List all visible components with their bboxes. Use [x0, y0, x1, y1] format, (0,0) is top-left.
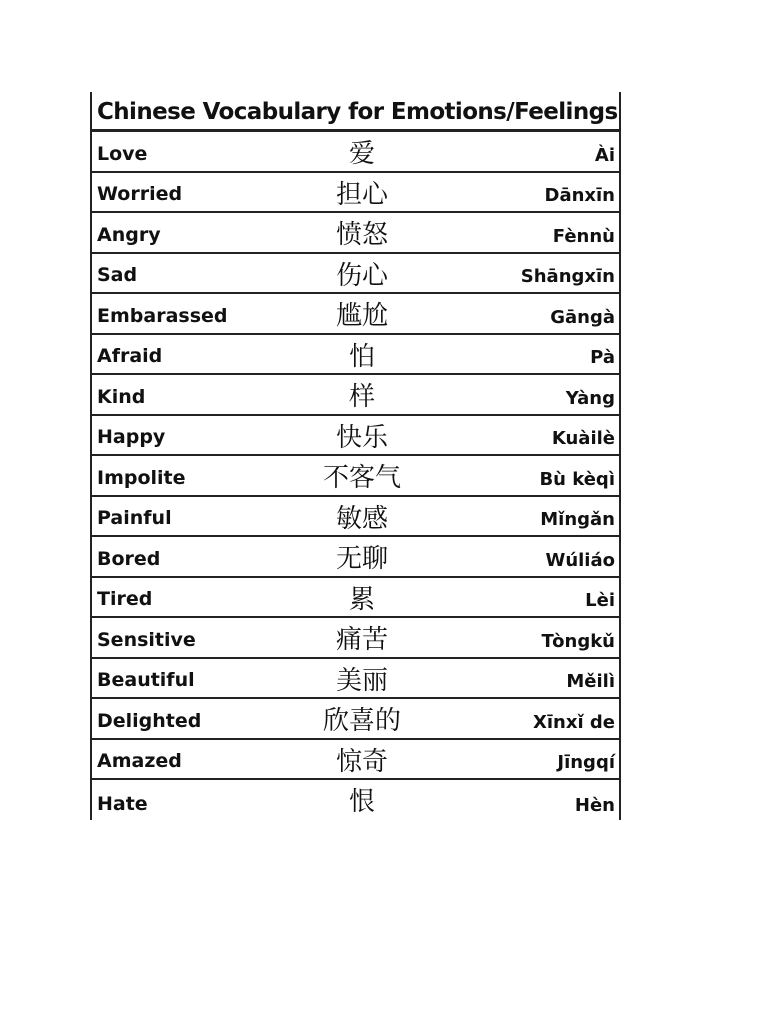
english-word: Sensitive — [97, 628, 196, 651]
chinese-word: 无聊 — [335, 544, 389, 574]
pinyin: Wúliáo — [545, 549, 615, 571]
english-word: Afraid — [97, 345, 163, 367]
english-word: Kind — [97, 385, 146, 408]
pinyin: Lèi — [585, 590, 615, 611]
english-word: Tired — [97, 588, 153, 610]
english-word: Embarassed — [97, 304, 228, 327]
table-row — [92, 618, 619, 659]
chinese-word: 不客气 — [322, 463, 402, 493]
pinyin: Dānxīn — [544, 185, 615, 206]
pinyin: Yàng — [565, 387, 615, 409]
table-row — [92, 254, 619, 295]
pinyin: Ài — [594, 144, 615, 166]
chinese-word: 痛苦 — [335, 625, 389, 655]
table-row — [92, 497, 619, 538]
table-row — [92, 416, 619, 457]
english-word: Painful — [97, 507, 172, 529]
chinese-word: 欣喜的 — [322, 706, 402, 736]
chinese-word: 美丽 — [335, 665, 389, 696]
pinyin: Xīnxǐ de — [532, 711, 615, 733]
table-row — [92, 456, 619, 497]
chinese-word: 累 — [348, 584, 376, 615]
english-word: Impolite — [97, 466, 186, 489]
pinyin: Měilì — [566, 671, 615, 692]
pinyin: Pà — [590, 347, 615, 368]
chinese-word: 担心 — [335, 179, 389, 210]
pinyin: Gāngà — [550, 306, 615, 328]
english-word: Happy — [97, 426, 166, 448]
vocabulary-table — [90, 92, 621, 820]
english-word: Love — [97, 142, 148, 165]
chinese-word: 快乐 — [335, 422, 389, 453]
table-row — [92, 375, 619, 416]
table-row — [92, 699, 619, 740]
english-word: Amazed — [97, 750, 182, 772]
chinese-word: 惊奇 — [335, 746, 389, 777]
english-word: Beautiful — [97, 669, 195, 691]
table-title: Chinese Vocabulary for Emotions/Feelings — [92, 92, 619, 132]
pinyin: Bù kèqì — [539, 468, 615, 490]
table-row — [92, 335, 619, 376]
chinese-word: 样 — [348, 382, 376, 412]
english-word: Delighted — [97, 709, 202, 732]
chinese-word: 爱 — [348, 139, 376, 169]
english-word: Bored — [97, 547, 161, 570]
chinese-word: 敏感 — [335, 503, 389, 534]
chinese-word: 愤怒 — [335, 220, 389, 250]
chinese-word: 尴尬 — [335, 301, 389, 331]
pinyin: Fènnù — [552, 225, 615, 247]
table-row — [92, 780, 619, 821]
table-row — [92, 740, 619, 781]
chinese-word: 伤心 — [335, 260, 389, 291]
english-word: Angry — [97, 223, 161, 246]
chinese-word: 恨 — [348, 787, 376, 817]
english-word: Sad — [97, 264, 138, 286]
chinese-word: 怕 — [348, 341, 376, 372]
pinyin: Tòngkǔ — [541, 630, 615, 652]
table-row — [92, 537, 619, 578]
pinyin: Shāngxīn — [520, 266, 615, 287]
pinyin: Mǐngǎn — [540, 509, 615, 530]
english-word: Worried — [97, 183, 183, 205]
table-row — [92, 173, 619, 214]
pinyin: Jīngqí — [557, 752, 615, 773]
pinyin: Hèn — [574, 794, 615, 816]
table-row — [92, 659, 619, 700]
table-row — [92, 578, 619, 619]
table-row — [92, 213, 619, 254]
pinyin: Kuàilè — [551, 428, 615, 449]
table-row — [92, 294, 619, 335]
table-row — [92, 132, 619, 173]
table-body — [92, 132, 619, 820]
english-word: Hate — [97, 792, 148, 815]
